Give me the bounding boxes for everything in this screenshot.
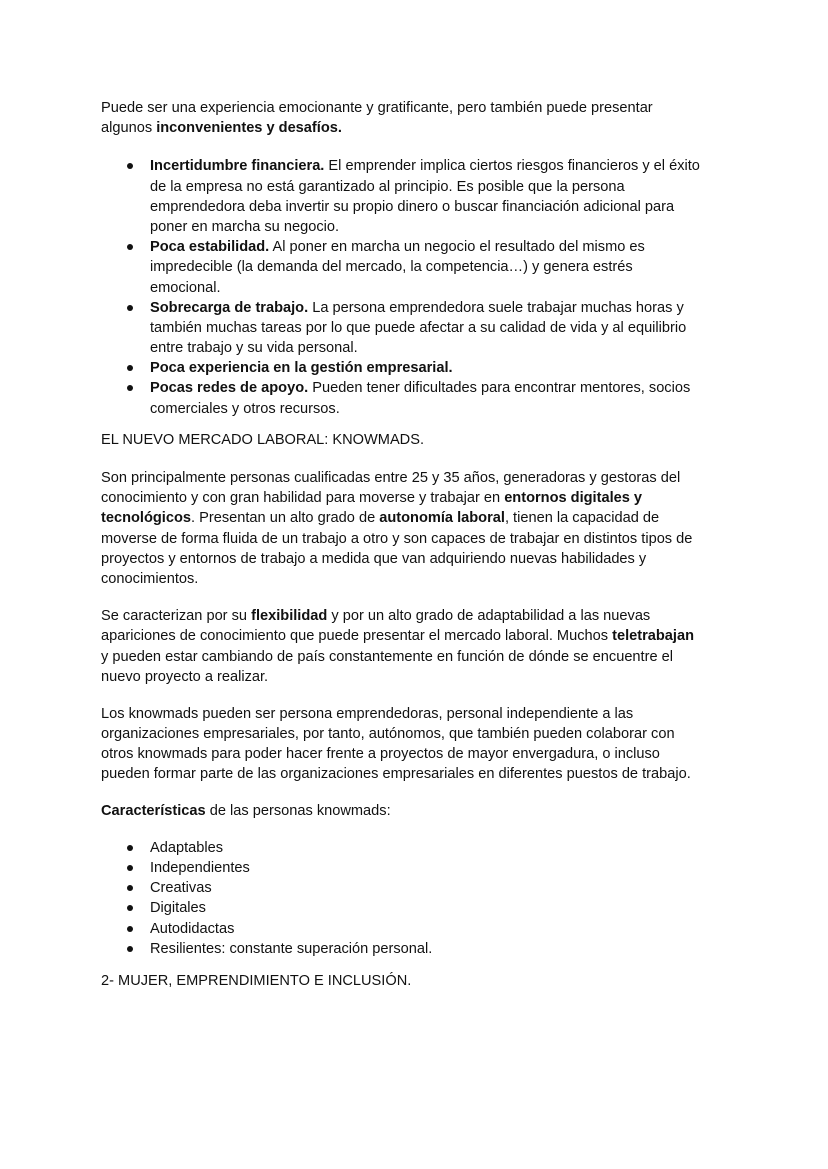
text-run: . Presentan un alto grado de — [191, 510, 380, 527]
text-line — [101, 764, 741, 784]
bold-text: flexibilidad — [251, 608, 328, 625]
text-line — [101, 98, 741, 118]
text-run: Puede ser una experiencia emocionante y gratificante, pero también puede presentar — [101, 100, 653, 116]
text-run: entre trabajo y su vida personal. — [150, 340, 358, 357]
text-line — [150, 177, 741, 197]
challenge-text — [150, 298, 741, 359]
characteristics-intro — [101, 801, 741, 821]
characteristic-label: Adaptables — [150, 839, 224, 856]
spacer — [101, 821, 741, 838]
spacer — [101, 419, 741, 430]
spacer — [101, 785, 741, 801]
text-line — [150, 318, 741, 338]
bold-text: Sobrecarga de trabajo. — [150, 299, 309, 316]
text-run: emocional. — [150, 279, 221, 296]
characteristic-label: Resilientes: constante superación personal. — [150, 940, 433, 957]
text-line — [101, 529, 741, 549]
characteristic-label: Creativas — [150, 880, 212, 897]
text-line — [101, 606, 741, 626]
bullet-icon — [127, 926, 133, 932]
text-run: El emprender implica ciertos riesgos financieros y el éxito — [324, 158, 700, 175]
bold-text: Poca experiencia en la gestión empresarial. — [150, 360, 453, 377]
text-run: La persona emprendedora suele trabajar muchas horas y — [308, 299, 684, 316]
bullet-icon — [127, 244, 133, 250]
bullet-icon — [127, 845, 133, 851]
text-line — [101, 118, 741, 138]
text-line — [150, 378, 741, 398]
text-run: Pueden tener dificultades para encontrar mentores, socios — [308, 380, 691, 397]
bullet-icon — [127, 885, 133, 891]
text-run: emprendedora deba invertir su propio dinero o buscar financiación adicional para — [150, 198, 675, 215]
text-line — [150, 399, 741, 419]
challenge-text — [150, 237, 741, 298]
text-line — [101, 704, 741, 724]
spacer — [101, 138, 741, 156]
text-line — [150, 358, 741, 378]
characteristic-label: Digitales — [150, 900, 206, 917]
text-run: pueden formar parte de las organizaciones empresariales en diferentes puestos de trabajo. — [101, 766, 691, 783]
knowmads-definition-paragraph — [101, 468, 741, 589]
text-run: algunos — [101, 120, 157, 137]
text-line — [101, 667, 741, 687]
text-run: impredecible (la demanda del mercado, la competencia…) y genera estrés — [150, 259, 633, 276]
bold-text: Poca estabilidad. — [150, 239, 270, 256]
bullet-icon — [127, 163, 133, 169]
text-line — [101, 744, 741, 764]
text-line — [150, 298, 741, 318]
text-run: comerciales y otros recursos. — [150, 400, 340, 417]
text-line — [101, 468, 741, 488]
text-line — [101, 626, 741, 646]
challenge-text — [150, 358, 741, 378]
text-run: y pueden estar cambiando de país constantemente en función de dónde se encuentre el — [101, 648, 673, 665]
list-item — [101, 858, 741, 878]
text-run: proyectos y entornos de trabajo a medida que van adquiriendo nuevas habilidades y — [101, 550, 647, 567]
challenge-list-item — [101, 156, 741, 237]
challenge-list-item — [101, 237, 741, 298]
bold-text: teletrabajan — [612, 628, 695, 645]
bold-text: Pocas redes de apoyo. — [150, 380, 309, 397]
bullet-icon — [127, 905, 133, 911]
text-line — [150, 237, 741, 257]
list-item — [101, 898, 741, 918]
knowmads-roles-paragraph — [101, 704, 741, 785]
spacer — [101, 959, 741, 971]
text-line — [150, 278, 741, 298]
text-run: poner en marcha su negocio. — [150, 218, 340, 235]
text-run: apariciones de conocimiento que puede presentar el mercado laboral. Muchos — [101, 628, 613, 645]
text-run: y por un alto grado de adaptabilidad a las nuevas — [327, 608, 651, 625]
characteristic-label: Autodidactas — [150, 920, 235, 937]
spacer — [101, 450, 741, 468]
text-line — [150, 217, 741, 237]
text-run: Se caracterizan por su — [101, 608, 252, 625]
challenges-list — [101, 156, 741, 418]
text-run: conocimiento y con gran habilidad para moverse y trabajar en — [101, 490, 505, 507]
text-line — [101, 569, 741, 589]
text-run: organizaciones empresariales, por tanto, autónomos, que también pueden colaborar con — [101, 726, 675, 743]
bold-text: Incertidumbre financiera. — [150, 158, 325, 175]
bullet-icon — [127, 365, 133, 371]
spacer — [101, 687, 741, 704]
characteristics-list — [101, 838, 741, 959]
bullet-icon — [127, 305, 133, 311]
text-run: de la empresa no está garantizado al principio. Es posible que la persona — [150, 178, 625, 195]
text-line — [150, 197, 741, 217]
bold-text: inconvenientes y desafíos. — [156, 120, 342, 137]
bold-text: tecnológicos — [101, 510, 192, 527]
text-run: Los knowmads pueden ser persona emprendedoras, personal independiente a las — [101, 705, 634, 722]
characteristic-label: Independientes — [150, 860, 250, 876]
text-run: Son principalmente personas cualificadas entre 25 y 35 años, generadoras y gestoras del — [101, 470, 681, 486]
challenge-text — [150, 156, 741, 237]
list-item — [101, 919, 741, 939]
challenge-list-item — [101, 298, 741, 359]
text-run: moverse de forma fluida de un trabajo a otro y son capaces de trabajar en distintos tipos de — [101, 530, 693, 547]
challenge-list-item — [101, 358, 741, 378]
text-line — [101, 549, 741, 569]
bullet-icon — [127, 385, 133, 391]
bold-text: autonomía laboral — [379, 510, 505, 527]
section-heading-mujer-emprendimiento: 2- MUJER, EMPRENDIMIENTO E INCLUSIÓN. — [101, 972, 412, 989]
text-run: Al poner en marcha un negocio el resultado del mismo es — [269, 239, 645, 256]
text-run: también muchas tareas por lo que puede afectar a su calidad de vida y al equilibrio — [150, 319, 687, 336]
challenge-list-item — [101, 378, 741, 418]
bullet-icon — [127, 865, 133, 871]
spacer — [101, 589, 741, 606]
text-run: , tienen la capacidad de — [504, 510, 660, 527]
characteristics-intro-rest: de las personas knowmads: — [205, 802, 391, 819]
list-item — [101, 878, 741, 898]
text-run: conocimientos. — [101, 570, 199, 587]
list-item — [101, 838, 741, 858]
text-line — [101, 508, 741, 528]
bullet-icon — [127, 946, 133, 952]
text-line — [101, 724, 741, 744]
text-run: nuevo proyecto a realizar. — [101, 668, 269, 685]
characteristics-intro-bold: Características — [101, 802, 206, 819]
section-heading-knowmads: EL NUEVO MERCADO LABORAL: KNOWMADS. — [101, 431, 425, 448]
text-line — [101, 647, 741, 667]
text-line — [150, 257, 741, 277]
intro-paragraph — [101, 98, 741, 138]
text-line — [150, 156, 741, 176]
text-line — [101, 488, 741, 508]
knowmads-flexibility-paragraph — [101, 606, 741, 687]
challenge-text — [150, 378, 741, 418]
document-page — [101, 98, 741, 991]
list-item — [101, 939, 741, 959]
text-run: otros knowmads para poder hacer frente a proyectos de mayor envergadura, o incluso — [101, 746, 660, 763]
text-line — [150, 338, 741, 358]
bold-text: entornos digitales y — [504, 490, 643, 507]
